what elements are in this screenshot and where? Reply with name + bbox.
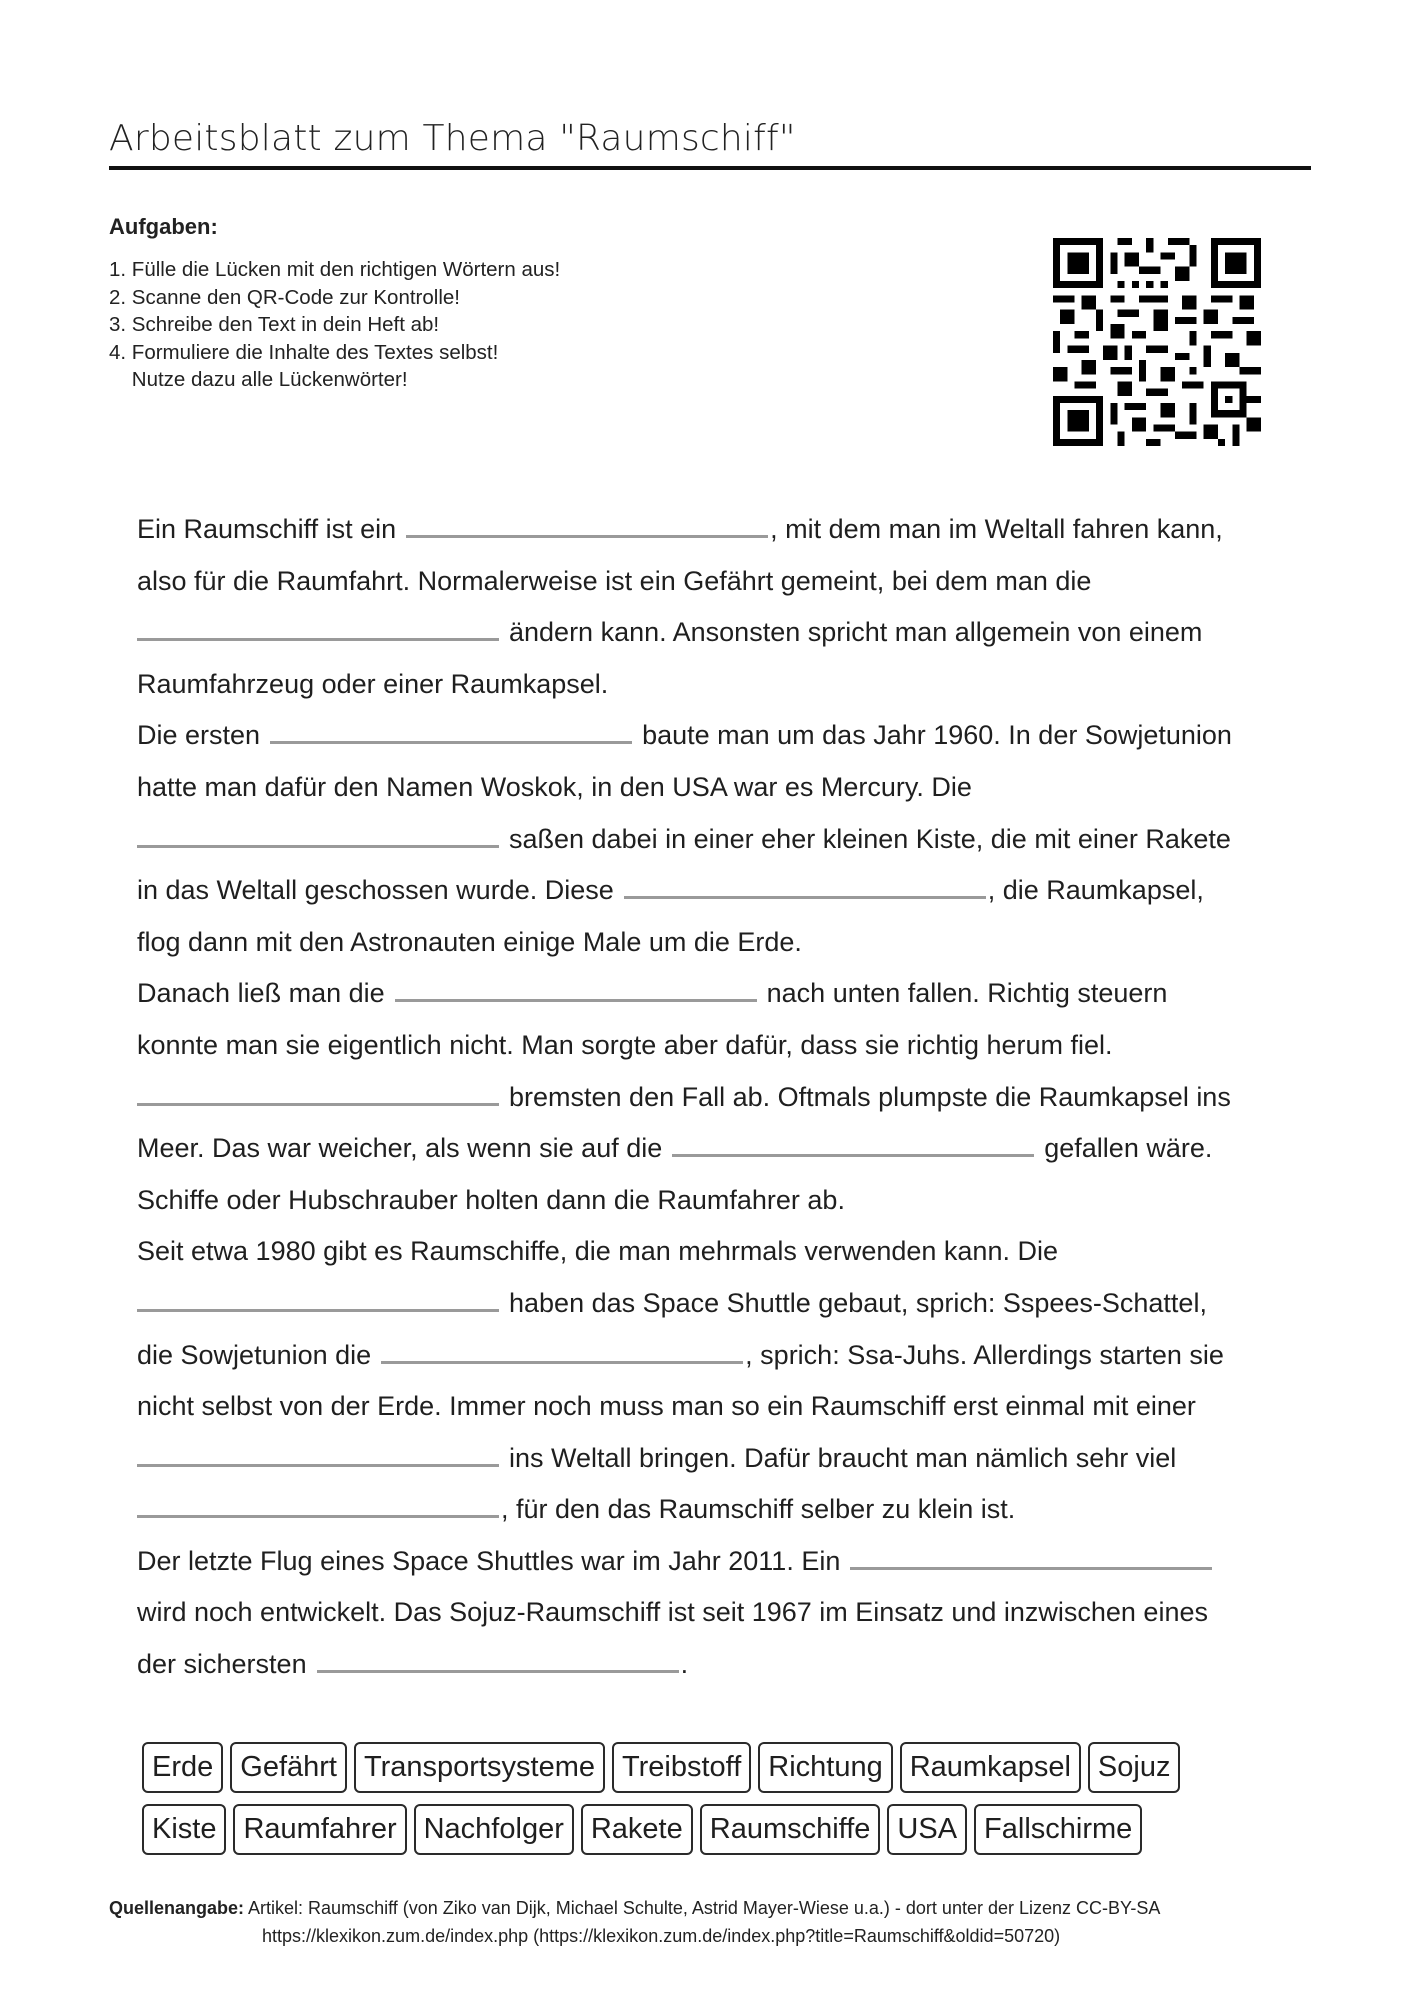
word-chip[interactable]: Sojuz [1088, 1742, 1181, 1793]
blank-5[interactable] [624, 866, 986, 899]
word-chip[interactable]: Raumkapsel [900, 1742, 1081, 1793]
word-chip[interactable]: Raumschiffe [700, 1804, 881, 1855]
cloze-line-13: Meer. Das war weicher, als wenn sie auf die gefallen wäre. [137, 1123, 1297, 1175]
word-bank [142, 1742, 1302, 1866]
blank-14[interactable] [317, 1640, 679, 1673]
cloze-line-6: hatte man dafür den Namen Woskok, in den USA war es Mercury. Die [137, 771, 972, 802]
cloze-line-12: bremsten den Fall ab. Oftmals plumpste die Raumkapsel ins [137, 1072, 1297, 1124]
cloze-line-20: , für den das Raumschiff selber zu klein ist. [137, 1484, 1297, 1536]
word-chip[interactable]: Treibstoff [612, 1742, 751, 1793]
cloze-line-18: nicht selbst von der Erde. Immer noch muss man so ein Raumschiff erst einmal mit einer [137, 1391, 1196, 1422]
task-item-2: 2. Scanne den QR-Code zur Kontrolle! [109, 285, 460, 309]
word-bank-row-2 [142, 1804, 1302, 1855]
blank-3[interactable] [270, 711, 632, 744]
blank-10[interactable] [381, 1331, 743, 1364]
blank-4[interactable] [137, 815, 499, 848]
task-item-1: 1. Fülle die Lücken mit den richtigen Wörtern aus! [109, 258, 561, 281]
word-chip[interactable]: Rakete [581, 1804, 693, 1855]
cloze-line-14: Schiffe oder Hubschrauber holten dann die Raumfahrer ab. [137, 1184, 845, 1215]
cloze-line-16: haben das Space Shuttle gebaut, sprich: Sspees-Schattel, [137, 1278, 1297, 1330]
cloze-line-22: wird noch entwickelt. Das Sojuz-Raumschiff ist seit 1967 im Einsatz und inzwischen eines [137, 1597, 1208, 1628]
word-chip[interactable]: Fallschirme [974, 1804, 1142, 1855]
blank-6[interactable] [395, 969, 757, 1002]
worksheet-title: Arbeitsblatt zum Thema "Raumschiff" [109, 118, 796, 159]
word-chip[interactable]: Erde [142, 1742, 223, 1793]
source-url[interactable]: https://klexikon.zum.de/index.php (https://klexikon.zum.de/index.php?title=Raumschiff&oldid=50720) [262, 1926, 1061, 1946]
word-chip[interactable]: Kiste [142, 1804, 226, 1855]
task-list [109, 256, 560, 394]
source-label: Quellenangabe: [109, 1898, 245, 1918]
blank-7[interactable] [137, 1073, 499, 1106]
cloze-line-19: ins Weltall bringen. Dafür braucht man nämlich sehr viel [137, 1433, 1297, 1485]
task-item-4: 4. Formuliere die Inhalte des Textes selbst! [109, 340, 499, 364]
cloze-line-17: die Sowjetunion die , sprich: Ssa-Juhs. Allerdings starten sie [137, 1330, 1297, 1382]
cloze-line-7: saßen dabei in einer eher kleinen Kiste, die mit einer Rakete [137, 814, 1297, 866]
source-attribution [109, 1894, 1319, 1950]
cloze-line-11: konnte man sie eigentlich nicht. Man sorgte aber dafür, dass sie richtig herum fiel. [137, 1029, 1113, 1060]
blank-9[interactable] [137, 1279, 499, 1312]
word-chip[interactable]: USA [887, 1804, 967, 1855]
word-chip[interactable]: Raumfahrer [233, 1804, 406, 1855]
word-chip[interactable]: Transportsysteme [354, 1742, 605, 1793]
word-chip[interactable]: Richtung [758, 1742, 892, 1793]
cloze-line-1: Ein Raumschiff ist ein , mit dem man im Weltall fahren kann, [137, 504, 1297, 556]
word-bank-row-1 [142, 1742, 1302, 1793]
cloze-line-5: Die ersten baute man um das Jahr 1960. In der Sowjetunion [137, 710, 1297, 762]
tasks-heading: Aufgaben: [109, 214, 218, 239]
cloze-line-4: Raumfahrzeug oder einer Raumkapsel. [137, 668, 609, 699]
blank-8[interactable] [672, 1124, 1034, 1157]
cloze-line-23: der sichersten . [137, 1639, 1297, 1691]
source-text: Artikel: Raumschiff (von Ziko van Dijk, Michael Schulte, Astrid Mayer-Wiese u.a.) - dort unter der Lizenz CC-BY-SA [244, 1898, 1161, 1918]
cloze-line-2: also für die Raumfahrt. Normalerweise ist ein Gefährt gemeint, bei dem man die [137, 565, 1092, 596]
task-item-3: 3. Schreibe den Text in dein Heft ab! [109, 313, 440, 336]
blank-1[interactable] [406, 505, 768, 538]
blank-2[interactable] [137, 608, 499, 641]
cloze-line-3: ändern kann. Ansonsten spricht man allgemein von einem [137, 607, 1297, 659]
cloze-line-10: Danach ließ man die nach unten fallen. Richtig steuern [137, 968, 1297, 1020]
blank-12[interactable] [137, 1485, 499, 1518]
cloze-line-9: flog dann mit den Astronauten einige Male um die Erde. [137, 926, 802, 957]
blank-11[interactable] [137, 1434, 499, 1467]
cloze-line-21: Der letzte Flug eines Space Shuttles war im Jahr 2011. Ein [137, 1536, 1297, 1588]
task-item-4-continued: Nutze dazu alle Lückenwörter! [109, 368, 408, 391]
cloze-line-15: Seit etwa 1980 gibt es Raumschiffe, die man mehrmals verwenden kann. Die [137, 1236, 1058, 1267]
qr-code-icon [1053, 238, 1261, 446]
cloze-text [137, 504, 1297, 1691]
blank-13[interactable] [850, 1537, 1212, 1570]
cloze-line-8: in das Weltall geschossen wurde. Diese , die Raumkapsel, [137, 865, 1297, 917]
title-divider [109, 166, 1311, 170]
word-chip[interactable]: Nachfolger [414, 1804, 574, 1855]
word-chip[interactable]: Gefährt [230, 1742, 347, 1793]
